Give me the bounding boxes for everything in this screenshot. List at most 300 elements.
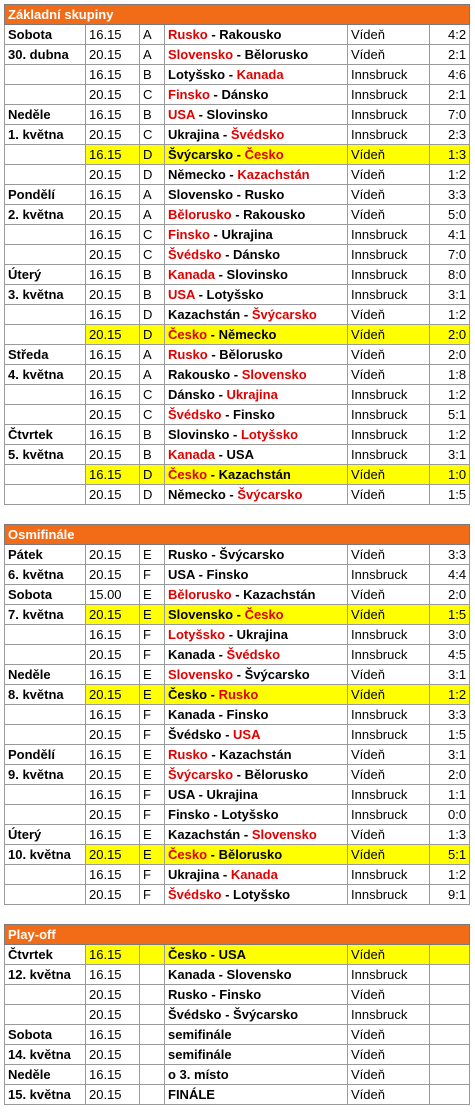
match-cell	[165, 205, 348, 225]
home-team: Česko	[168, 847, 208, 862]
match-cell	[165, 965, 348, 985]
score-cell: 1:2	[430, 425, 470, 445]
group-cell: F	[140, 725, 165, 745]
score-cell: 1:3	[430, 145, 470, 165]
match-row	[5, 765, 470, 785]
group-cell: E	[140, 745, 165, 765]
match-cell	[165, 425, 348, 445]
group-cell: C	[140, 385, 165, 405]
day-cell: 9. května	[5, 765, 86, 785]
time-cell: 16.15	[86, 345, 140, 365]
team-separator: -	[233, 147, 245, 162]
venue-cell: Vídeň	[348, 665, 430, 685]
away-team: Ukrajina	[221, 227, 273, 242]
match-cell	[165, 245, 348, 265]
match-cell	[165, 185, 348, 205]
section-title: Osmifinále	[5, 525, 470, 545]
team-separator: -	[207, 687, 219, 702]
away-team: Lotyšsko	[206, 287, 264, 302]
match-row	[5, 345, 470, 365]
away-team: Finsko	[219, 987, 262, 1002]
home-team: Ukrajina	[168, 127, 220, 142]
team-separator: -	[214, 967, 227, 982]
day-cell	[5, 625, 86, 645]
team-separator: -	[207, 347, 220, 362]
time-cell: 16.15	[86, 265, 140, 285]
venue-cell: Vídeň	[348, 745, 430, 765]
away-team: Lotyšsko	[221, 807, 279, 822]
home-team: Rusko	[168, 27, 208, 42]
time-cell: 20.15	[86, 685, 140, 705]
team-separator: -	[214, 267, 227, 282]
score-cell: 0:0	[430, 805, 470, 825]
away-team: Německo	[218, 327, 277, 342]
match-cell	[165, 585, 348, 605]
team-separator: -	[221, 407, 234, 422]
group-cell: C	[140, 245, 165, 265]
match-row	[5, 1005, 470, 1025]
team-separator: -	[233, 667, 245, 682]
day-cell	[5, 85, 86, 105]
home-team: Slovensko	[168, 47, 234, 62]
group-cell: F	[140, 625, 165, 645]
team-separator: -	[221, 247, 234, 262]
venue-cell: Innsbruck	[348, 965, 430, 985]
team-separator: -	[229, 427, 241, 442]
venue-cell: Innsbruck	[348, 405, 430, 425]
time-cell: 20.15	[86, 985, 140, 1005]
match-row-highlighted	[5, 945, 470, 965]
day-cell: Pondělí	[5, 185, 86, 205]
score-cell: 5:1	[430, 845, 470, 865]
home-team: Slovensko	[168, 187, 234, 202]
section-title: Play-off	[5, 925, 470, 945]
home-team: Švýcarsko	[168, 147, 234, 162]
day-cell	[5, 725, 86, 745]
home-team: Kanada	[168, 707, 215, 722]
home-team: Rakousko	[168, 367, 231, 382]
match-row	[5, 1045, 470, 1065]
group-cell: C	[140, 405, 165, 425]
home-team: Německo	[168, 167, 226, 182]
venue-cell: Vídeň	[348, 1045, 430, 1065]
group-cell: E	[140, 605, 165, 625]
venue-cell: Vídeň	[348, 325, 430, 345]
team-separator: -	[221, 1007, 234, 1022]
venue-cell: Innsbruck	[348, 385, 430, 405]
away-team: USA	[233, 727, 261, 742]
group-cell: F	[140, 805, 165, 825]
day-cell: Sobota	[5, 25, 86, 45]
time-cell: 20.15	[86, 605, 140, 625]
away-team: Česko	[244, 147, 284, 162]
group-cell: C	[140, 225, 165, 245]
score-cell: 1:5	[430, 725, 470, 745]
away-team: Slovinsko	[226, 267, 288, 282]
team-separator: -	[207, 547, 220, 562]
day-cell	[5, 325, 86, 345]
away-team: Ukrajina	[236, 627, 288, 642]
day-cell: Úterý	[5, 265, 86, 285]
home-team: Ukrajina	[168, 867, 220, 882]
time-cell: 20.15	[86, 885, 140, 905]
venue-cell: Vídeň	[348, 305, 430, 325]
score-cell: 3:3	[430, 545, 470, 565]
venue-cell: Vídeň	[348, 165, 430, 185]
day-cell: 1. května	[5, 125, 86, 145]
group-cell: E	[140, 765, 165, 785]
score-cell: 3:1	[430, 745, 470, 765]
score-cell: 5:0	[430, 205, 470, 225]
time-cell: 16.15	[86, 965, 140, 985]
venue-cell: Innsbruck	[348, 445, 430, 465]
score-cell: 1:0	[430, 465, 470, 485]
home-team: Finsko	[168, 87, 210, 102]
schedule-table-playoff	[4, 924, 470, 1105]
home-team: Švýcarsko	[168, 767, 234, 782]
match-cell	[165, 325, 348, 345]
time-cell: 20.15	[86, 845, 140, 865]
match-row	[5, 265, 470, 285]
venue-cell: Vídeň	[348, 45, 430, 65]
day-cell: 8. května	[5, 685, 86, 705]
home-team: Kanada	[168, 647, 215, 662]
match-cell	[165, 805, 348, 825]
away-team: Rakousko	[219, 27, 282, 42]
time-cell: 20.15	[86, 1045, 140, 1065]
group-cell: E	[140, 545, 165, 565]
away-team: Bělorusko	[244, 47, 309, 62]
venue-cell: Vídeň	[348, 605, 430, 625]
away-team: Kazachstán	[237, 167, 310, 182]
match-cell	[165, 65, 348, 85]
match-row	[5, 665, 470, 685]
match-cell	[165, 985, 348, 1005]
match-cell	[165, 285, 348, 305]
day-cell: Neděle	[5, 665, 86, 685]
group-cell: D	[140, 305, 165, 325]
home-team: Rusko	[168, 987, 208, 1002]
team-separator: -	[225, 487, 238, 502]
score-cell: 8:0	[430, 265, 470, 285]
group-cell: D	[140, 145, 165, 165]
venue-cell: Innsbruck	[348, 725, 430, 745]
day-cell	[5, 305, 86, 325]
venue-cell: Vídeň	[348, 825, 430, 845]
day-cell: Pátek	[5, 545, 86, 565]
match-row	[5, 645, 470, 665]
group-cell: C	[140, 85, 165, 105]
match-cell	[165, 845, 348, 865]
away-team: Slovensko	[241, 367, 307, 382]
match-cell	[165, 685, 348, 705]
away-team: Švýcarsko	[244, 667, 310, 682]
team-separator: -	[214, 447, 227, 462]
day-cell	[5, 1005, 86, 1025]
team-separator: -	[219, 127, 231, 142]
day-cell	[5, 985, 86, 1005]
home-team: Německo	[168, 487, 226, 502]
home-team: Slovinsko	[168, 427, 230, 442]
day-cell: Pondělí	[5, 745, 86, 765]
group-cell: F	[140, 645, 165, 665]
team-separator: -	[194, 567, 207, 582]
score-cell: 7:0	[430, 105, 470, 125]
away-team: Česko	[244, 607, 284, 622]
match-label: semifinále	[168, 1047, 232, 1062]
time-cell: 16.15	[86, 865, 140, 885]
round-of-16-section	[4, 524, 469, 905]
day-cell	[5, 805, 86, 825]
time-cell: 20.15	[86, 125, 140, 145]
home-team: USA	[168, 287, 195, 302]
match-row	[5, 405, 470, 425]
home-team: Kazachstán	[168, 307, 241, 322]
day-cell	[5, 645, 86, 665]
match-row	[5, 565, 470, 585]
group-cell: A	[140, 185, 165, 205]
match-cell	[165, 1085, 348, 1105]
team-separator: -	[221, 887, 234, 902]
away-team: USA	[218, 947, 247, 962]
group-cell	[140, 965, 165, 985]
group-cell: D	[140, 325, 165, 345]
team-separator: -	[207, 947, 219, 962]
time-cell: 16.15	[86, 225, 140, 245]
match-row-highlighted	[5, 465, 470, 485]
match-cell	[165, 485, 348, 505]
day-cell: Neděle	[5, 1065, 86, 1085]
score-cell: 1:3	[430, 825, 470, 845]
away-team: Lotyšsko	[233, 887, 291, 902]
venue-cell: Innsbruck	[348, 285, 430, 305]
group-cell: E	[140, 825, 165, 845]
score-cell: 2:0	[430, 325, 470, 345]
team-separator: -	[194, 787, 207, 802]
team-separator: -	[207, 987, 220, 1002]
time-cell: 20.15	[86, 245, 140, 265]
group-cell: E	[140, 845, 165, 865]
venue-cell: Vídeň	[348, 365, 430, 385]
venue-cell: Innsbruck	[348, 785, 430, 805]
time-cell: 20.15	[86, 725, 140, 745]
schedule-table-group-stage	[4, 4, 470, 505]
team-separator: -	[225, 167, 238, 182]
match-cell	[165, 445, 348, 465]
time-cell: 16.15	[86, 945, 140, 965]
score-cell: 4:5	[430, 645, 470, 665]
day-cell: Sobota	[5, 585, 86, 605]
venue-cell: Vídeň	[348, 185, 430, 205]
match-cell	[165, 225, 348, 245]
team-separator: -	[233, 187, 245, 202]
team-separator: -	[207, 467, 219, 482]
score-cell: 2:1	[430, 85, 470, 105]
match-cell	[165, 345, 348, 365]
match-cell	[165, 145, 348, 165]
day-cell: Úterý	[5, 825, 86, 845]
group-cell: F	[140, 785, 165, 805]
venue-cell: Vídeň	[348, 1085, 430, 1105]
match-row-highlighted	[5, 325, 470, 345]
match-cell	[165, 45, 348, 65]
day-cell: Neděle	[5, 105, 86, 125]
schedule-table-round-of-16	[4, 524, 470, 905]
match-cell	[165, 105, 348, 125]
match-cell	[165, 85, 348, 105]
score-cell	[430, 985, 470, 1005]
team-separator: -	[207, 27, 220, 42]
group-cell	[140, 985, 165, 1005]
away-team: Dánsko	[233, 247, 281, 262]
score-cell: 5:1	[430, 405, 470, 425]
team-separator: -	[207, 847, 219, 862]
team-separator: -	[231, 587, 244, 602]
group-cell: B	[140, 265, 165, 285]
score-cell	[430, 945, 470, 965]
home-team: Lotyšsko	[168, 67, 226, 82]
match-cell	[165, 405, 348, 425]
day-cell: 6. května	[5, 565, 86, 585]
match-row	[5, 785, 470, 805]
away-team: Bělorusko	[219, 347, 283, 362]
group-cell: B	[140, 65, 165, 85]
time-cell: 16.15	[86, 1065, 140, 1085]
home-team: Slovensko	[168, 667, 234, 682]
match-cell	[165, 725, 348, 745]
away-team: Švédsko	[226, 647, 281, 662]
home-team: Finsko	[168, 227, 210, 242]
match-row	[5, 165, 470, 185]
time-cell: 20.15	[86, 1085, 140, 1105]
time-cell: 16.15	[86, 25, 140, 45]
venue-cell: Innsbruck	[348, 225, 430, 245]
score-cell	[430, 1085, 470, 1105]
day-cell	[5, 705, 86, 725]
venue-cell: Vídeň	[348, 1065, 430, 1085]
match-cell	[165, 1045, 348, 1065]
venue-cell: Vídeň	[348, 145, 430, 165]
score-cell: 1:2	[430, 385, 470, 405]
away-team: Slovinsko	[206, 107, 268, 122]
match-label: o 3. místo	[168, 1067, 229, 1082]
home-team: Dánsko	[168, 387, 215, 402]
home-team: Slovensko	[168, 607, 234, 622]
venue-cell: Vídeň	[348, 765, 430, 785]
day-cell: 15. května	[5, 1085, 86, 1105]
score-cell: 7:0	[430, 245, 470, 265]
home-team: USA	[168, 567, 195, 582]
team-separator: -	[231, 207, 244, 222]
group-cell: F	[140, 565, 165, 585]
group-cell: E	[140, 665, 165, 685]
match-row	[5, 205, 470, 225]
group-cell	[140, 1085, 165, 1105]
day-cell	[5, 785, 86, 805]
score-cell: 3:1	[430, 665, 470, 685]
score-cell: 1:5	[430, 485, 470, 505]
day-cell: Čtvrtek	[5, 425, 86, 445]
home-team: Finsko	[168, 807, 210, 822]
away-team: Ukrajina	[226, 387, 278, 402]
match-row	[5, 545, 470, 565]
venue-cell: Vídeň	[348, 25, 430, 45]
time-cell: 20.15	[86, 205, 140, 225]
team-separator: -	[214, 387, 227, 402]
section-header-row	[5, 925, 470, 945]
match-cell	[165, 745, 348, 765]
match-row	[5, 185, 470, 205]
score-cell: 4:6	[430, 65, 470, 85]
time-cell: 20.15	[86, 325, 140, 345]
away-team: USA	[226, 447, 254, 462]
time-cell: 16.15	[86, 665, 140, 685]
time-cell: 20.15	[86, 85, 140, 105]
match-cell	[165, 1025, 348, 1045]
score-cell: 9:1	[430, 885, 470, 905]
venue-cell: Innsbruck	[348, 565, 430, 585]
time-cell: 20.15	[86, 485, 140, 505]
time-cell: 16.15	[86, 705, 140, 725]
match-row	[5, 1085, 470, 1105]
playoff-section	[4, 924, 469, 1105]
team-separator: -	[194, 287, 207, 302]
venue-cell: Innsbruck	[348, 625, 430, 645]
score-cell: 1:1	[430, 785, 470, 805]
time-cell: 16.15	[86, 145, 140, 165]
match-cell	[165, 865, 348, 885]
score-cell: 3:3	[430, 185, 470, 205]
match-cell	[165, 1005, 348, 1025]
match-cell	[165, 125, 348, 145]
day-cell: 30. dubna	[5, 45, 86, 65]
time-cell: 15.00	[86, 585, 140, 605]
venue-cell: Vídeň	[348, 585, 430, 605]
group-cell: A	[140, 45, 165, 65]
match-cell	[165, 945, 348, 965]
match-cell	[165, 465, 348, 485]
match-cell	[165, 1065, 348, 1085]
away-team: Kanada	[230, 867, 278, 882]
venue-cell: Innsbruck	[348, 865, 430, 885]
venue-cell: Vídeň	[348, 985, 430, 1005]
group-cell: E	[140, 585, 165, 605]
match-cell	[165, 765, 348, 785]
day-cell: Sobota	[5, 1025, 86, 1045]
time-cell: 16.15	[86, 785, 140, 805]
score-cell: 2:0	[430, 765, 470, 785]
score-cell: 1:2	[430, 865, 470, 885]
away-team: Bělorusko	[244, 767, 309, 782]
venue-cell: Innsbruck	[348, 425, 430, 445]
time-cell: 16.15	[86, 105, 140, 125]
home-team: Kazachstán	[168, 827, 241, 842]
team-separator: -	[207, 747, 220, 762]
away-team: Rakousko	[243, 207, 306, 222]
group-cell: D	[140, 465, 165, 485]
team-separator: -	[240, 827, 252, 842]
home-team: Švédsko	[168, 727, 222, 742]
match-cell	[165, 705, 348, 725]
home-team: Česko	[168, 947, 208, 962]
score-cell: 2:0	[430, 345, 470, 365]
time-cell: 20.15	[86, 405, 140, 425]
venue-cell: Innsbruck	[348, 885, 430, 905]
score-cell: 1:8	[430, 365, 470, 385]
time-cell: 16.15	[86, 385, 140, 405]
day-cell	[5, 485, 86, 505]
home-team: Rusko	[168, 547, 208, 562]
